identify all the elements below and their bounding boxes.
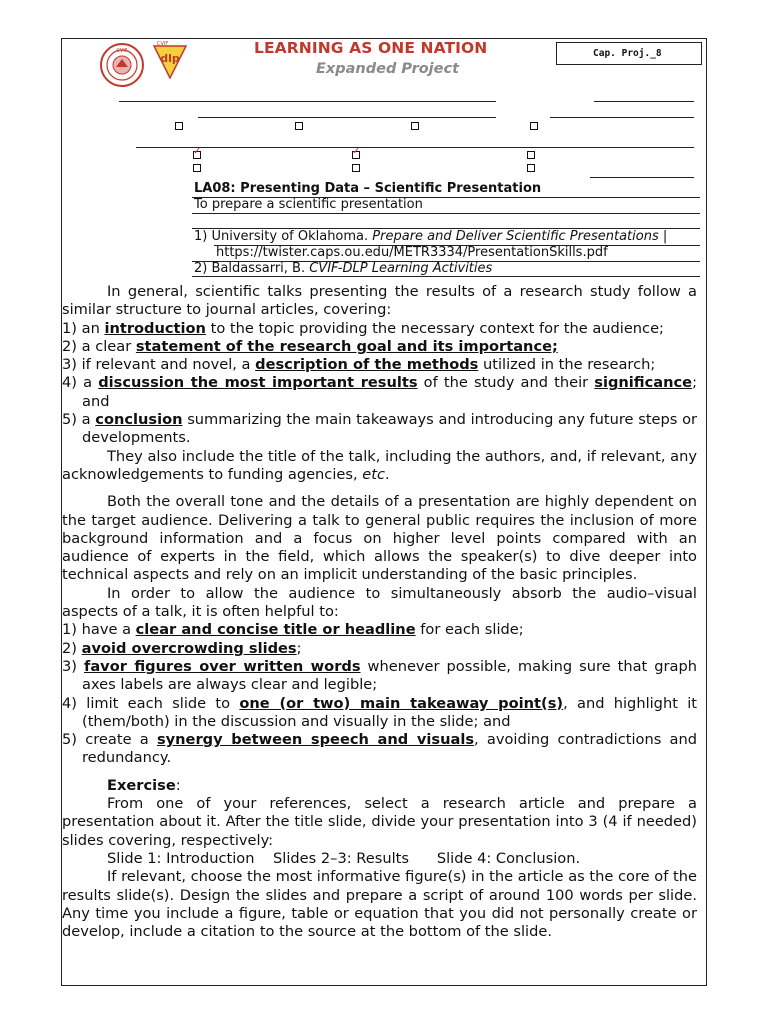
checkbox[interactable]	[295, 122, 303, 130]
paragraph: They also include the title of the talk, including the authors, and, if relevant, any acknowledgements to funding agencies, etc.	[62, 447, 697, 483]
checkbox[interactable]	[175, 122, 183, 130]
list-item: 2) avoid overcrowding slides;	[62, 639, 302, 657]
list-item: 5) a conclusion summarizing the main takeaways and introducing any future steps or developments.	[62, 411, 697, 447]
list-item: 1) have a clear and concise title or headline for each slide;	[62, 621, 524, 639]
form-line[interactable]	[198, 117, 496, 118]
paragraph: In order to allow the audience to simultaneously absorb the audio–visual aspects of a talk, it is often helpful to:	[62, 584, 697, 621]
checkbox[interactable]	[527, 151, 535, 159]
page-subtitle: Expanded Project	[316, 61, 460, 77]
reference-1-url[interactable]: https://twister.caps.ou.edu/METR3334/PresentationSkills.pdf	[216, 245, 608, 260]
svg-text:dlp: dlp	[160, 52, 180, 65]
svg-text:CVIF: CVIF	[157, 41, 169, 47]
paragraph: If relevant, choose the most informative figure(s) in the article as the core of the results slide(s). Design the slides and prepare a script of around 100 words per slide. Any time you include a figure, table or equation that you did not personally create or develop, include a citation to the source at the bottom of the slide.	[62, 868, 697, 941]
activity-objective: To prepare a scientific presentation	[194, 197, 423, 212]
page-title: LEARNING AS ONE NATION	[254, 39, 488, 57]
list-item: 3) favor figures over written words whenever possible, making sure that graph axes labels are always clear and legible;	[62, 657, 697, 694]
checkbox[interactable]	[352, 164, 360, 172]
dlp-logo	[148, 40, 192, 82]
exercise-heading: Exercise:	[107, 776, 181, 794]
list-item: 4) limit each slide to one (or two) main takeaway point(s), and highlight it (them/both) in the discussion and visually in the slide; and	[62, 694, 697, 730]
intro-paragraph: In general, scientific talks presenting the results of a research study follow a similar structure to journal articles, covering:	[62, 283, 697, 319]
slide-outline: Slide 1: Introduction Slides 2–3: Results Slide 4: Conclusion.	[107, 849, 581, 867]
date-field-line[interactable]	[594, 101, 694, 102]
checkbox[interactable]	[527, 164, 535, 172]
name-field-line[interactable]	[119, 101, 496, 102]
list-item: 2) a clear statement of the research goal and its importance;	[62, 337, 558, 355]
checkbox-checked[interactable]	[352, 151, 360, 159]
reference-1: 1) University of Oklahoma. Prepare and Deliver Scientific Presentations |	[194, 229, 668, 244]
checkbox[interactable]	[530, 122, 538, 130]
form-line[interactable]	[136, 147, 694, 148]
list-item: 5) create a synergy between speech and visuals, avoiding contradictions and redundancy.	[62, 731, 697, 767]
checkbox[interactable]	[193, 164, 201, 172]
school-seal-logo	[99, 42, 145, 88]
svg-text:CVIF: CVIF	[116, 48, 128, 54]
activity-title: LA08: Presenting Data – Scientific Presentation	[194, 181, 542, 196]
checkbox[interactable]	[411, 122, 419, 130]
reference-2: 2) Baldassarri, B. CVIF-DLP Learning Activities	[194, 261, 493, 276]
list-item: 3) if relevant and novel, a description of the methods utilized in the research;	[62, 356, 656, 374]
paragraph: From one of your references, select a research article and prepare a presentation about it. After the title slide, divide your presentation into 3 (4 if needed) slides covering, respectively:	[62, 795, 697, 849]
form-line[interactable]	[550, 117, 694, 118]
body-text	[62, 283, 697, 941]
checkbox-checked[interactable]	[193, 151, 201, 159]
project-code: Cap. Proj._8	[556, 42, 702, 65]
form-line[interactable]	[590, 177, 694, 178]
list-item: 1) an introduction to the topic providing the necessary context for the audience;	[62, 319, 664, 337]
list-item: 4) a discussion the most important results of the study and their significance; and	[62, 374, 697, 410]
paragraph: Both the overall tone and the details of a presentation are highly dependent on the target audience. Delivering a talk to general public requires the inclusion of more background information and a focus on higher level points compared with an audience of experts in the field, which allows the speaker(s) to dive deeper into technical aspects and rely on an implicit understanding of the basic principles.	[62, 493, 697, 584]
